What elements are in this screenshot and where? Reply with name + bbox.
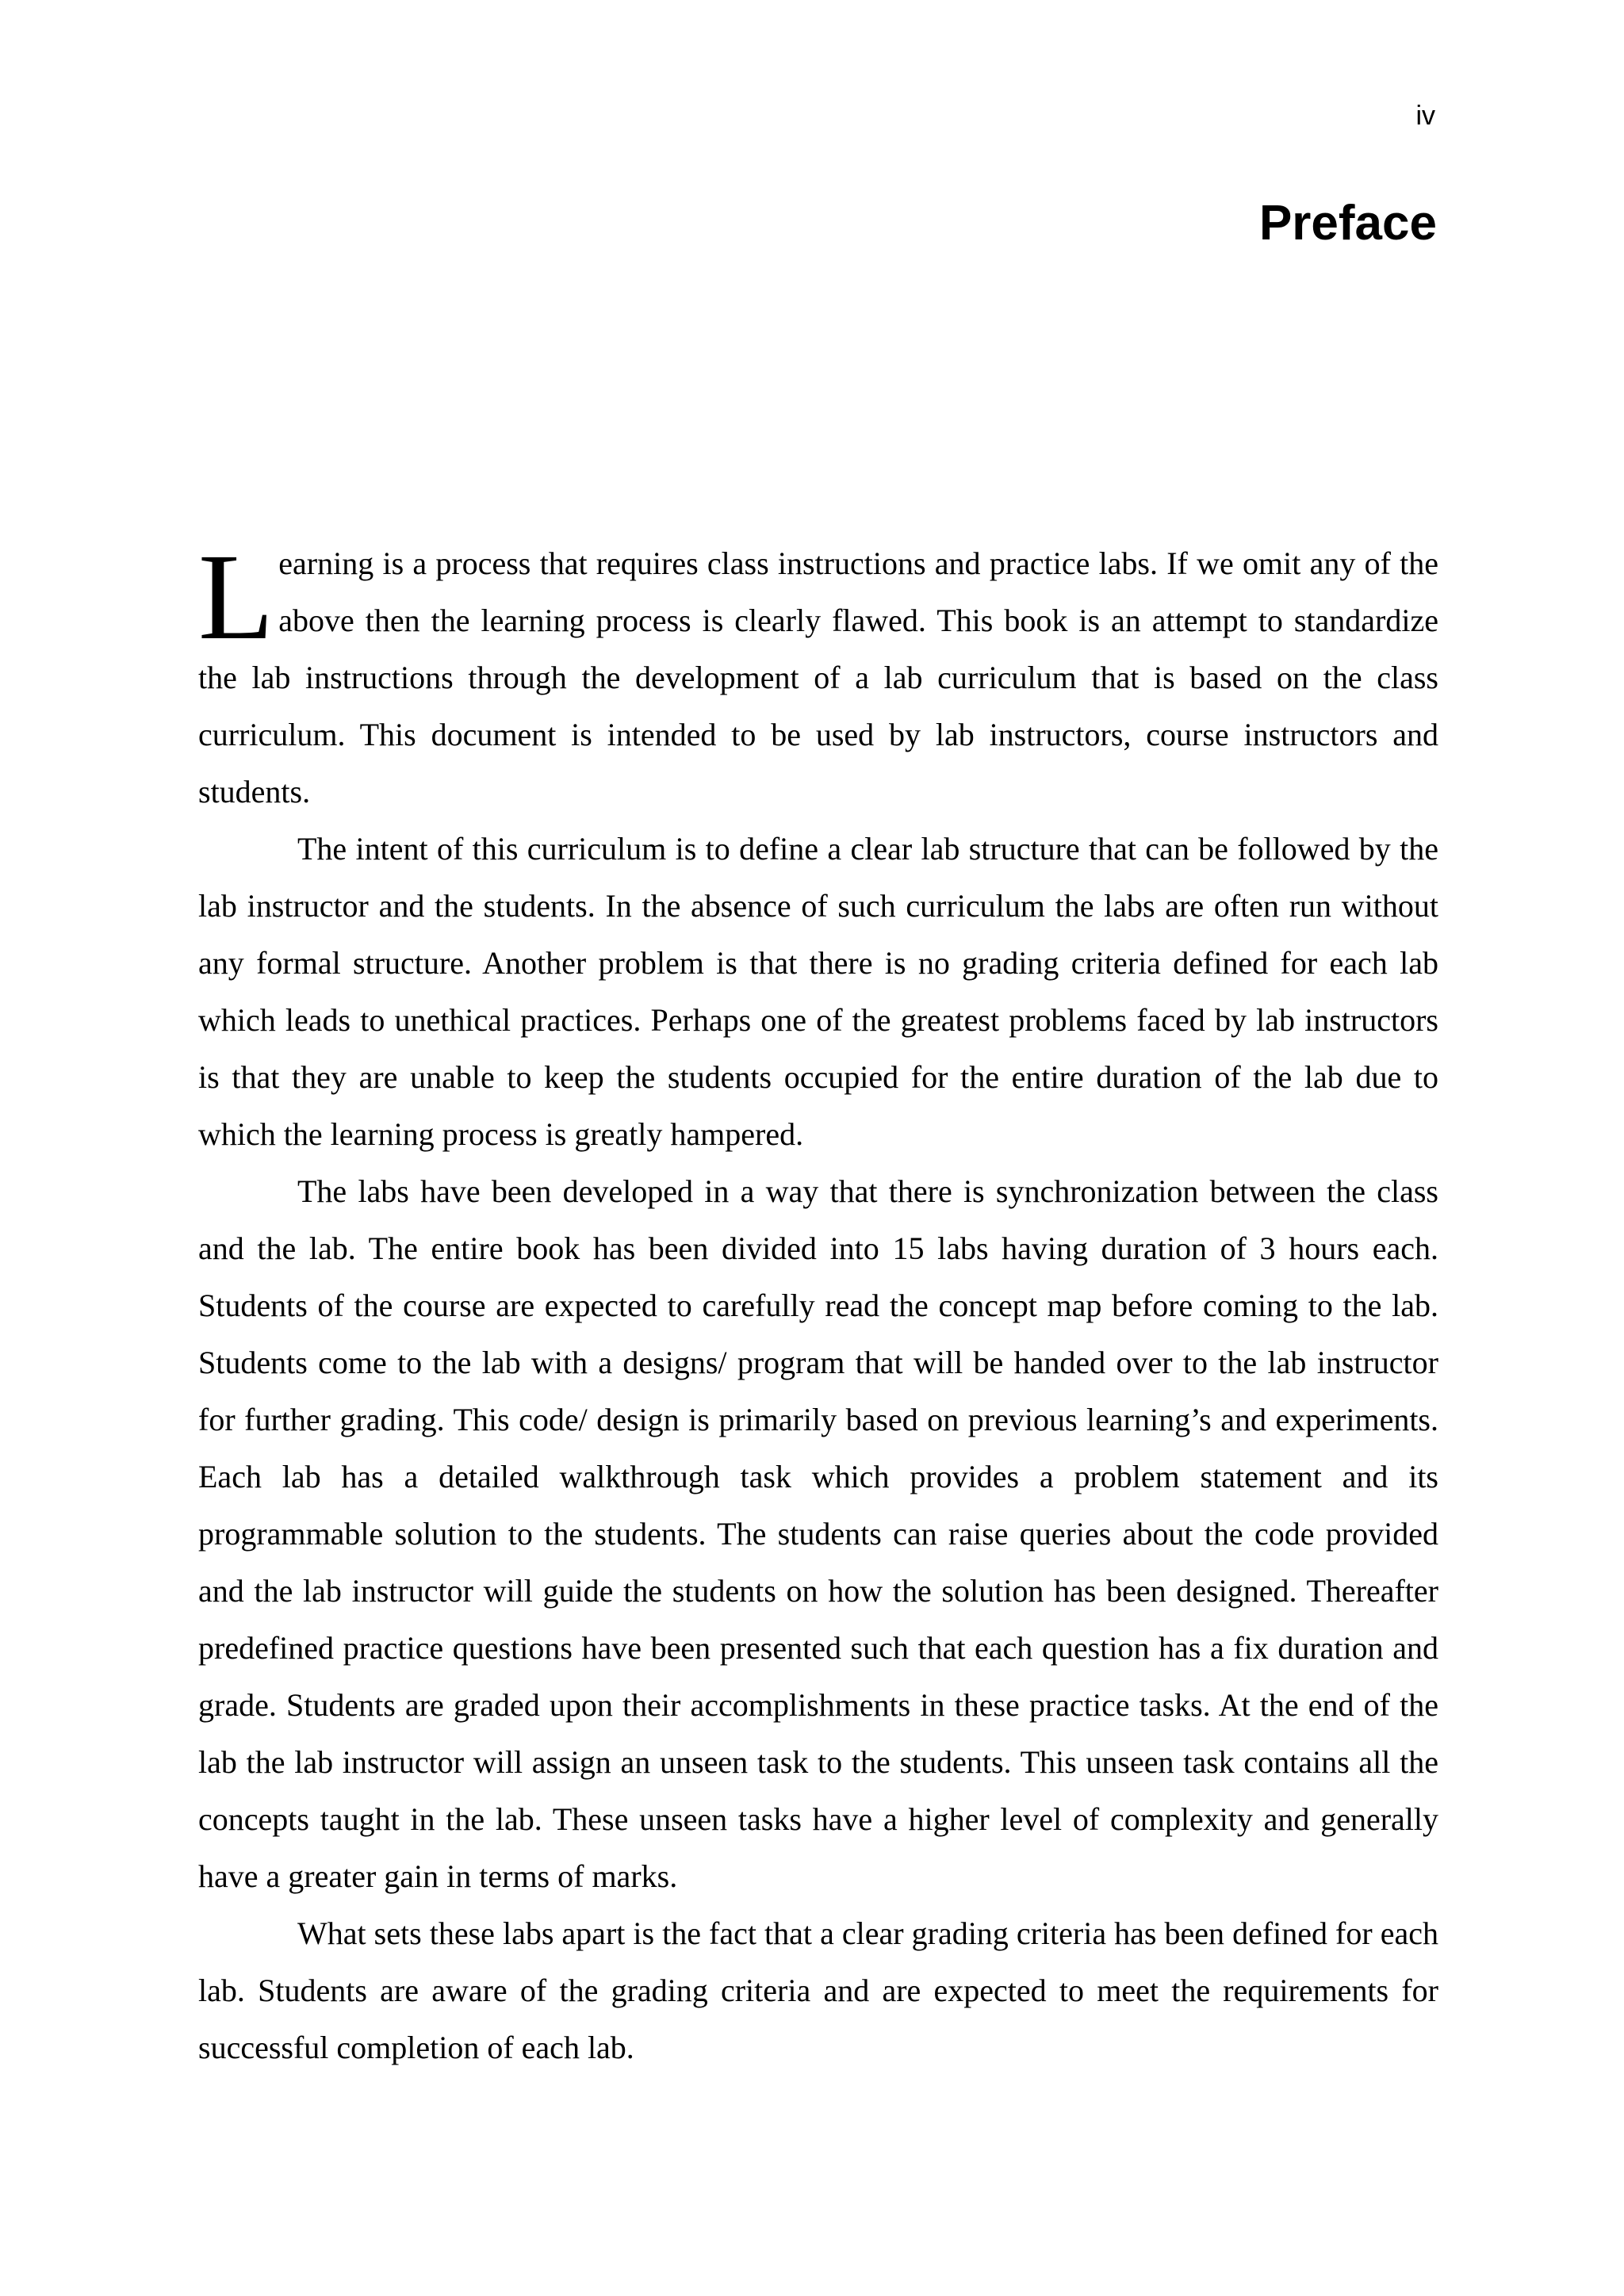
page-number: iv — [1415, 101, 1435, 131]
paragraph-1 — [198, 528, 1438, 821]
drop-cap: L — [198, 528, 274, 665]
paragraph-4: What sets these labs apart is the fact that a clear grading criteria has been defined for each lab. Students are aware of the grading criteria and are expected to meet the requirements for successful completion of each lab. — [198, 1915, 1438, 2065]
paragraph-2: The intent of this curriculum is to define a clear lab structure that can be followed by the lab instructor and the students. In the absence of such curriculum the labs are often run without any formal structure. Another problem is that there is no grading criteria defined for each lab which leads to unethical practices. Perhaps one of the greatest problems faced by lab instructors is that they are unable to keep the students occupied for the entire duration of the lab due to which the learning process is greatly hampered. — [198, 831, 1438, 1152]
preface-body — [198, 528, 1438, 2076]
paragraph-3: The labs have been developed in a way that there is synchronization between the class and the lab. The entire book has been divided into 15 labs having duration of 3 hours each. Students of the course are expected to carefully read the concept map before coming to the lab. Students come to the lab with a designs/ program that will be handed over to the lab instructor for further grading. This code/ design is primarily based on previous learning’s and experiments. Each lab has a detailed walkthrough task which provides a problem statement and its programmable solution to the students. The students can raise queries about the code provided and the lab instructor will guide the students on how the solution has been designed. Thereafter predefined practice questions have been presented such that each question has a fix duration and grade. Students are graded upon their accomplishments in these practice tasks. At the end of the lab the lab instructor will assign an unseen task to the students. This unseen task contains all the concepts taught in the lab. These unseen tasks have a higher level of complexity and generally have a greater gain in terms of marks. — [198, 1173, 1438, 1894]
page-title: Preface — [1258, 196, 1437, 251]
paragraph-1-text: earning is a process that requires class instructions and practice labs. If we omit any of the above then the learning process is clearly flawed. This book is an attempt to standardize the lab instructions through the development of a lab curriculum that is based on the class curriculum. This document is intended to be used by lab instructors, course instructors and students. — [198, 545, 1438, 809]
